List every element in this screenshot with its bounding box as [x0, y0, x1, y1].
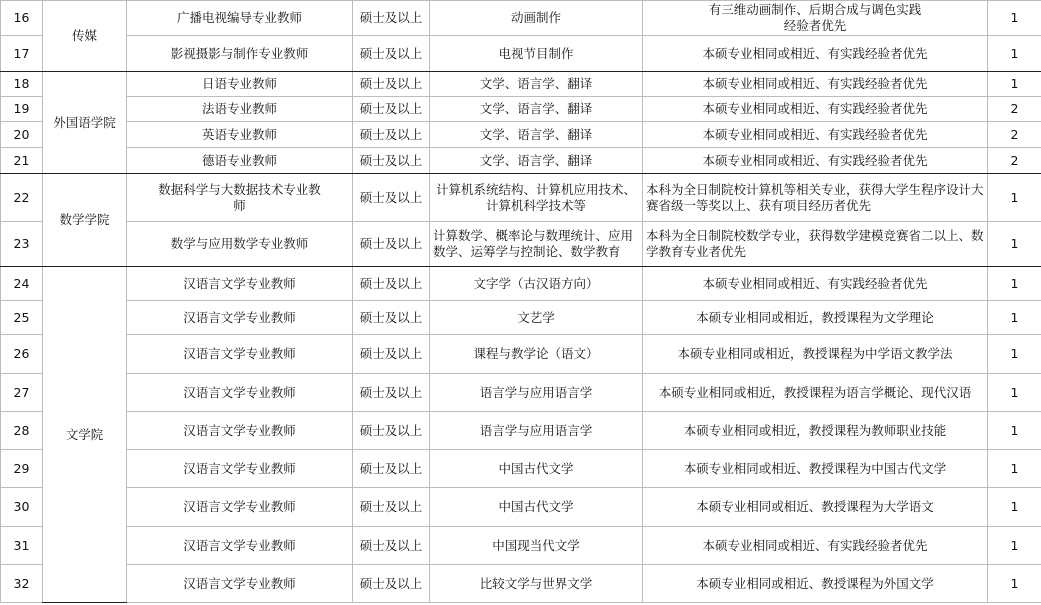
major-cell: 计算机系统结构、计算机应用技术、计算机科学技术等 [430, 174, 643, 222]
education-cell: 硕士及以上 [353, 374, 430, 412]
row-number: 16 [1, 1, 43, 36]
position-cell: 汉语言文学专业教师 [127, 527, 353, 565]
table-row [1, 148, 1041, 174]
education-cell: 硕士及以上 [353, 36, 430, 72]
position-cell: 汉语言文学专业教师 [127, 488, 353, 527]
count-cell: 1 [988, 335, 1041, 374]
row-number: 24 [1, 267, 43, 301]
education-cell: 硕士及以上 [353, 72, 430, 97]
education-cell: 硕士及以上 [353, 97, 430, 122]
education-cell: 硕士及以上 [353, 527, 430, 565]
table-row [1, 450, 1041, 488]
count-cell: 1 [988, 174, 1041, 222]
table-row [1, 527, 1041, 565]
requirement-cell: 本硕专业相同或相近，教授课程为语言学概论、现代汉语 [643, 374, 988, 412]
position-cell: 汉语言文学专业教师 [127, 565, 353, 603]
count-cell: 2 [988, 148, 1041, 174]
major-cell: 文艺学 [430, 301, 643, 335]
count-cell: 1 [988, 36, 1041, 72]
table-row [1, 565, 1041, 603]
major-cell: 文学、语言学、翻译 [430, 97, 643, 122]
count-cell: 1 [988, 412, 1041, 450]
row-number: 27 [1, 374, 43, 412]
count-cell: 1 [988, 450, 1041, 488]
count-cell: 1 [988, 72, 1041, 97]
major-cell: 比较文学与世界文学 [430, 565, 643, 603]
count-cell: 1 [988, 527, 1041, 565]
education-cell: 硕士及以上 [353, 267, 430, 301]
table-row [1, 301, 1041, 335]
position-cell: 汉语言文学专业教师 [127, 267, 353, 301]
row-number: 19 [1, 97, 43, 122]
table-row [1, 72, 1041, 97]
count-cell: 1 [988, 488, 1041, 527]
major-cell: 语言学与应用语言学 [430, 412, 643, 450]
major-cell: 文字学（古汉语方向） [430, 267, 643, 301]
position-cell: 汉语言文学专业教师 [127, 301, 353, 335]
row-number: 26 [1, 335, 43, 374]
position-cell: 德语专业教师 [127, 148, 353, 174]
position-cell: 汉语言文学专业教师 [127, 450, 353, 488]
row-number: 29 [1, 450, 43, 488]
requirement-cell: 本硕专业相同或相近，教授课程为文学理论 [643, 301, 988, 335]
position-cell: 汉语言文学专业教师 [127, 335, 353, 374]
row-number: 28 [1, 412, 43, 450]
requirement-cell: 本硕专业相同或相近、教授课程为外国文学 [643, 565, 988, 603]
college-cell: 数学学院 [43, 174, 127, 267]
position-cell: 汉语言文学专业教师 [127, 374, 353, 412]
education-cell: 硕士及以上 [353, 335, 430, 374]
education-cell: 硕士及以上 [353, 222, 430, 267]
position-cell: 汉语言文学专业教师 [127, 412, 353, 450]
row-number: 31 [1, 527, 43, 565]
major-cell: 计算数学、概率论与数理统计、应用数学、运筹学与控制论、数学教育 [430, 222, 643, 267]
row-number: 25 [1, 301, 43, 335]
education-cell: 硕士及以上 [353, 122, 430, 148]
requirement-cell: 本硕专业相同或相近，教授课程为中学语文教学法 [643, 335, 988, 374]
education-cell: 硕士及以上 [353, 1, 430, 36]
requirement-cell: 本硕专业相同或相近、教授课程为大学语文 [643, 488, 988, 527]
education-cell: 硕士及以上 [353, 301, 430, 335]
education-cell: 硕士及以上 [353, 565, 430, 603]
count-cell: 1 [988, 301, 1041, 335]
row-number: 17 [1, 36, 43, 72]
row-number: 32 [1, 565, 43, 603]
table-row [1, 174, 1041, 222]
requirement-cell: 本硕专业相同或相近、有实践经验者优先 [643, 97, 988, 122]
position-cell: 广播电视编导专业教师 [127, 1, 353, 36]
education-cell: 硕士及以上 [353, 450, 430, 488]
row-number: 22 [1, 174, 43, 222]
education-cell: 硕士及以上 [353, 148, 430, 174]
count-cell: 1 [988, 267, 1041, 301]
major-cell: 中国现当代文学 [430, 527, 643, 565]
position-cell: 影视摄影与制作专业教师 [127, 36, 353, 72]
table-row [1, 222, 1041, 267]
major-cell: 文学、语言学、翻译 [430, 148, 643, 174]
requirement-cell: 有三维动画制作、后期合成与调色实践经验者优先 [643, 1, 988, 36]
college-cell: 文学院 [43, 267, 127, 603]
requirement-cell: 本硕专业相同或相近、有实践经验者优先 [643, 148, 988, 174]
row-number: 30 [1, 488, 43, 527]
row-number: 18 [1, 72, 43, 97]
position-cell: 数学与应用数学专业教师 [127, 222, 353, 267]
requirement-cell: 本硕专业相同或相近、有实践经验者优先 [643, 72, 988, 97]
education-cell: 硕士及以上 [353, 488, 430, 527]
row-number: 23 [1, 222, 43, 267]
count-cell: 1 [988, 222, 1041, 267]
count-cell: 1 [988, 565, 1041, 603]
major-cell: 语言学与应用语言学 [430, 374, 643, 412]
requirement-cell: 本硕专业相同或相近、有实践经验者优先 [643, 36, 988, 72]
count-cell: 2 [988, 97, 1041, 122]
table-row [1, 267, 1041, 301]
position-cell: 英语专业教师 [127, 122, 353, 148]
count-cell: 1 [988, 374, 1041, 412]
education-cell: 硕士及以上 [353, 174, 430, 222]
count-cell: 2 [988, 122, 1041, 148]
count-cell: 1 [988, 1, 1041, 36]
college-cell: 传媒 [43, 1, 127, 72]
row-number: 20 [1, 122, 43, 148]
table-row [1, 412, 1041, 450]
requirement-cell: 本硕专业相同或相近、有实践经验者优先 [643, 122, 988, 148]
major-cell: 电视节目制作 [430, 36, 643, 72]
row-number: 21 [1, 148, 43, 174]
table-row [1, 374, 1041, 412]
major-cell: 文学、语言学、翻译 [430, 72, 643, 97]
table-row [1, 488, 1041, 527]
table-row [1, 36, 1041, 72]
college-cell: 外国语学院 [43, 72, 127, 174]
requirement-cell: 本硕专业相同或相近、教授课程为中国古代文学 [643, 450, 988, 488]
major-cell: 中国古代文学 [430, 488, 643, 527]
position-cell: 数据科学与大数据技术专业教师 [127, 174, 353, 222]
requirement-cell: 本科为全日制院校计算机等相关专业，获得大学生程序设计大赛省级一等奖以上、获有项目经历者优先 [643, 174, 988, 222]
requirement-cell: 本硕专业相同或相近、有实践经验者优先 [643, 527, 988, 565]
table-row [1, 1, 1041, 36]
major-cell: 中国古代文学 [430, 450, 643, 488]
education-cell: 硕士及以上 [353, 412, 430, 450]
requirement-cell: 本硕专业相同或相近，教授课程为教师职业技能 [643, 412, 988, 450]
requirement-cell: 本硕专业相同或相近、有实践经验者优先 [643, 267, 988, 301]
requirement-cell: 本科为全日制院校数学专业，获得数学建模竞赛省二以上、数学教育专业者优先 [643, 222, 988, 267]
major-cell: 文学、语言学、翻译 [430, 122, 643, 148]
table-row [1, 122, 1041, 148]
table-row [1, 97, 1041, 122]
table-row [1, 335, 1041, 374]
position-cell: 法语专业教师 [127, 97, 353, 122]
major-cell: 课程与教学论（语文） [430, 335, 643, 374]
major-cell: 动画制作 [430, 1, 643, 36]
position-cell: 日语专业教师 [127, 72, 353, 97]
